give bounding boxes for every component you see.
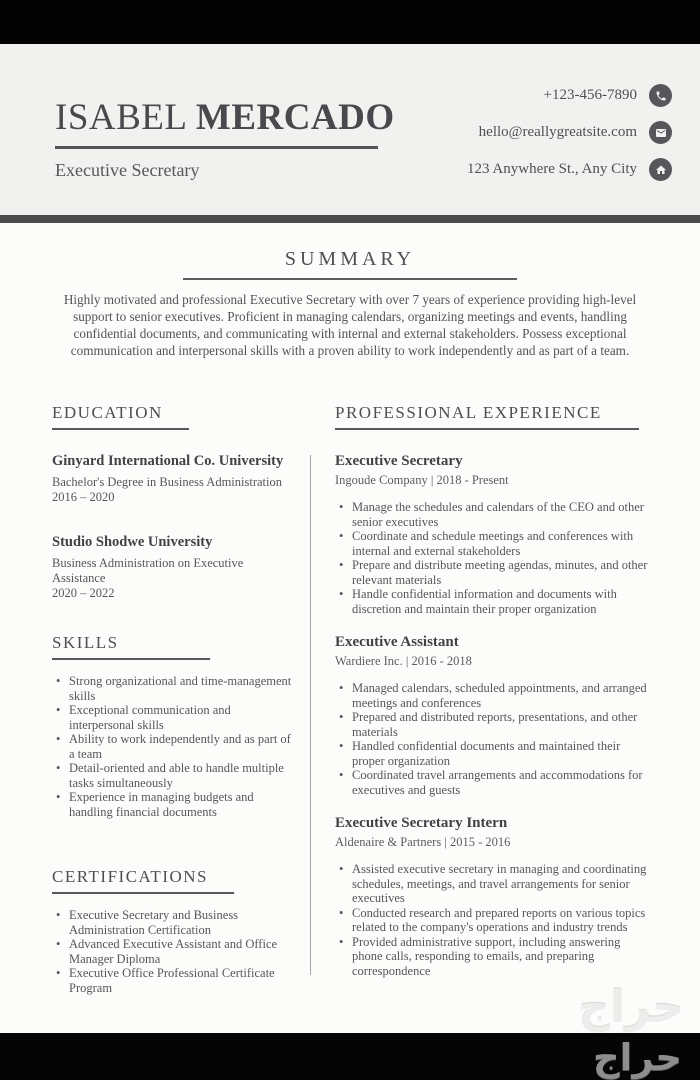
skills-heading: SKILLS [52, 633, 119, 652]
education-dates: 2020 – 2022 [52, 586, 115, 600]
header [0, 44, 700, 215]
list-item: • Executive Secretary and Business Administration Certification [52, 908, 297, 937]
education-underline [52, 428, 189, 430]
name-underline [55, 146, 378, 149]
job-bullets [335, 500, 650, 616]
header-divider-bar [0, 215, 700, 223]
last-name: MERCADO [195, 97, 395, 138]
summary-underline [183, 278, 517, 280]
list-item: • Handled confidential documents and maintained their proper organization [335, 739, 650, 768]
list-item: • Prepared and distributed reports, presentations, and other materials [335, 710, 650, 739]
education-heading: EDUCATION [52, 403, 163, 422]
job-entry [335, 814, 650, 978]
list-item: • Coordinated travel arrangements and accommodations for executives and guests [335, 768, 650, 797]
phone-icon [649, 84, 672, 107]
column-divider [310, 455, 311, 975]
certifications-underline [52, 892, 234, 894]
experience-underline [335, 428, 639, 430]
education-section [52, 403, 297, 601]
list-item: • Strong organizational and time-management skills [52, 674, 297, 703]
page-title [55, 96, 395, 139]
list-item: • Detail-oriented and able to handle multiple tasks simultaneously [52, 761, 297, 790]
contact-info [467, 84, 672, 181]
list-item: • Assisted executive secretary in managing and coordinating schedules, meetings, and travel arrangements for senior executives [335, 862, 650, 906]
home-icon [649, 158, 672, 181]
certifications-heading: CERTIFICATIONS [52, 867, 208, 886]
contact-row-phone [467, 84, 672, 107]
email-icon [649, 121, 672, 144]
watermark-dark: حراج [592, 1036, 682, 1079]
list-item: • Experience in managing budgets and handling financial documents [52, 790, 297, 819]
education-dates: 2016 – 2020 [52, 490, 115, 504]
job-company-dates: Ingoude Company | 2018 - Present [335, 473, 509, 487]
job-company-dates: Wardiere Inc. | 2016 - 2018 [335, 654, 472, 668]
skills-underline [52, 658, 210, 660]
job-title: Executive Secretary [335, 453, 463, 469]
contact-row-address [467, 158, 672, 181]
list-item: • Conducted research and prepared reports on various topics related to the company's operations and industry trends [335, 906, 650, 935]
list-item: • Ability to work independently and as part of a team [52, 732, 297, 761]
school-name: Ginyard International Co. University [52, 453, 284, 469]
watermark-light: حراج [578, 982, 684, 1033]
phone-number: +123-456-7890 [543, 87, 637, 103]
name-block [55, 96, 395, 181]
list-item: • Coordinate and schedule meetings and conferences with internal and external stakeholders [335, 529, 650, 558]
list-item: • Provided administrative support, including answering phone calls, responding to emails, and preparing correspondence [335, 935, 650, 979]
skills-list [52, 674, 297, 819]
job-bullets [335, 862, 650, 978]
job-bullets [335, 681, 650, 797]
list-item: • Prepare and distribute meeting agendas, minutes, and other relevant materials [335, 558, 650, 587]
email-address: hello@reallygreatsite.com [478, 124, 637, 140]
degree: Bachelor's Degree in Business Administration [52, 475, 282, 489]
summary-text: Highly motivated and professional Executive Secretary with over 7 years of experience providing high-level support to senior executives. Proficient in managing calendars, organizing meetings and events, handling confidential documents, and communicating with internal and external stakeholders. Possess exceptional communication and interpersonal skills with a proven ability to work independently and as part of a team. [63, 292, 637, 358]
degree: Business Administration on Executive Assistance [52, 556, 244, 585]
list-item: • Managed calendars, scheduled appointments, and arranged meetings and conferences [335, 681, 650, 710]
right-column [335, 403, 650, 978]
school-name: Studio Shodwe University [52, 534, 213, 550]
summary-section [0, 248, 700, 359]
header-role: Executive Secretary [55, 160, 200, 180]
contact-row-email [467, 121, 672, 144]
certifications-section [52, 867, 297, 995]
top-black-bar [0, 0, 700, 44]
certifications-list [52, 908, 297, 995]
education-entry [52, 453, 297, 505]
job-entry [335, 633, 650, 797]
summary-heading: SUMMARY [284, 248, 416, 270]
skills-section [52, 633, 297, 819]
job-company-dates: Aldenaire & Partners | 2015 - 2016 [335, 835, 511, 849]
experience-heading: PROFESSIONAL EXPERIENCE [335, 403, 602, 422]
list-item: • Handle confidential information and documents with discretion and maintain their proper organization [335, 587, 650, 616]
list-item: • Advanced Executive Assistant and Office Manager Diploma [52, 937, 297, 966]
job-entry [335, 452, 650, 616]
list-item: • Executive Office Professional Certificate Program [52, 966, 297, 995]
list-item: • Manage the schedules and calendars of the CEO and other senior executives [335, 500, 650, 529]
job-title: Executive Secretary Intern [335, 815, 508, 831]
street-address: 123 Anywhere St., Any City [466, 161, 637, 177]
left-column [52, 403, 297, 995]
list-item: • Exceptional communication and interpersonal skills [52, 703, 297, 732]
job-title: Executive Assistant [335, 634, 459, 650]
first-name: ISABEL [55, 97, 187, 138]
education-entry [52, 534, 297, 601]
